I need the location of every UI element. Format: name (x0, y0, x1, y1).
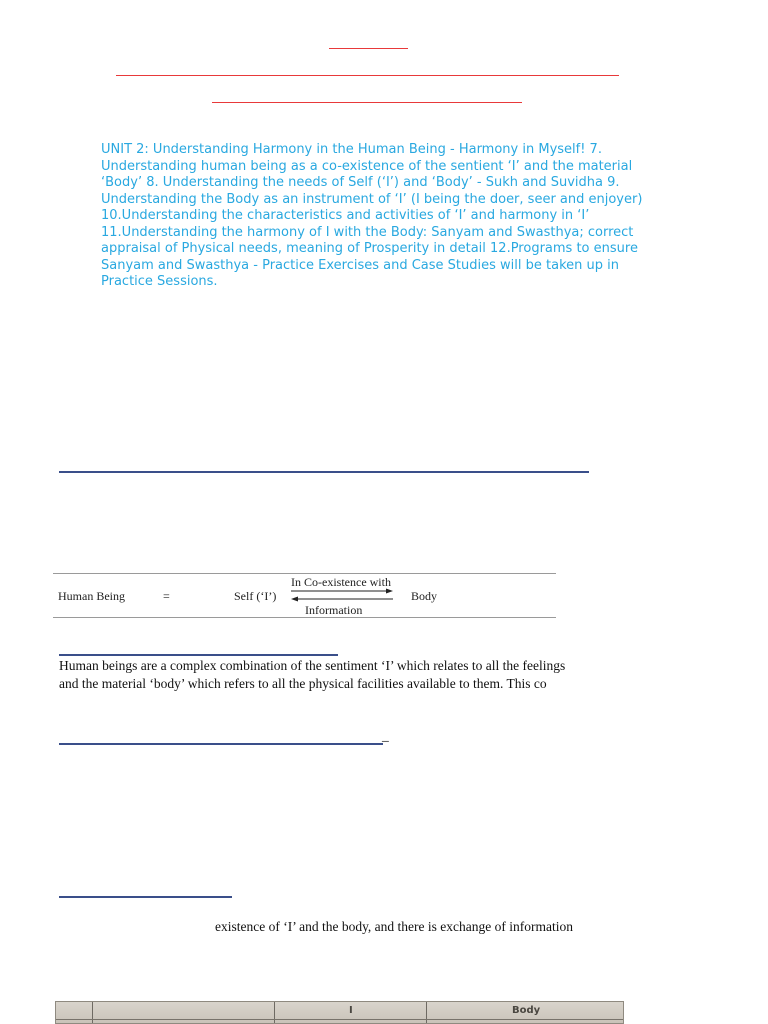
table-header-line (56, 1019, 623, 1020)
continuation-text: existence of ‘I’ and the body, and there is exchange of information (215, 919, 573, 934)
blue-rule-2 (59, 654, 338, 656)
self-body-table-image (55, 1001, 624, 1024)
equation-self-label: Self (‘I’) (234, 589, 277, 603)
human-being-equation (53, 573, 556, 618)
equation-left-label: Human Being (58, 589, 125, 603)
paragraph-line-2: and the material ‘body’ which refers to all the physical facilities available to them. This co (59, 676, 547, 691)
trailing-dash: _ (382, 728, 389, 743)
table-header-i: I (349, 1005, 353, 1016)
blue-rule-3 (59, 743, 383, 745)
blue-rule-1 (59, 471, 589, 473)
red-rule-3 (212, 102, 522, 103)
blue-rule-4 (59, 896, 232, 898)
paragraph-line-1: Human beings are a complex combination of the sentiment ‘I’ which relates to all the feelings (59, 658, 566, 673)
equation-equals-sign: = (163, 589, 170, 603)
equation-right-label: Body (411, 589, 438, 603)
red-rule-1 (329, 48, 408, 49)
table-header-body: Body (512, 1005, 541, 1016)
red-rule-2 (116, 75, 619, 76)
unit-syllabus-text: UNIT 2: Understanding Harmony in the Human Being - Harmony in Myself! 7. Understanding human being as a co-existence of the sentient ‘I’ and the material ‘Body’ 8. Understanding the needs of Self (‘I’) and ‘Body’ - Sukh and Suvidha 9. Understanding the Body as an instrument of ‘I’ (I being the doer, seer and enjoyer) 10.Understanding the characteristics and activities of ‘I’ and harmony in ‘I’ 11.Understanding the harmony of I with the Body: Sanyam and Swasthya; correct appraisal of Physical needs, meaning of Prosperity in detail 12.Programs to ensure Sanyam and Swasthya - Practice Exercises and Case Studies will be taken up in Practice Sessions. (101, 142, 643, 289)
double-arrow-icon (289, 588, 395, 602)
equation-top-label: In Co-existence with (291, 575, 391, 589)
equation-bottom-label: Information (305, 603, 363, 617)
